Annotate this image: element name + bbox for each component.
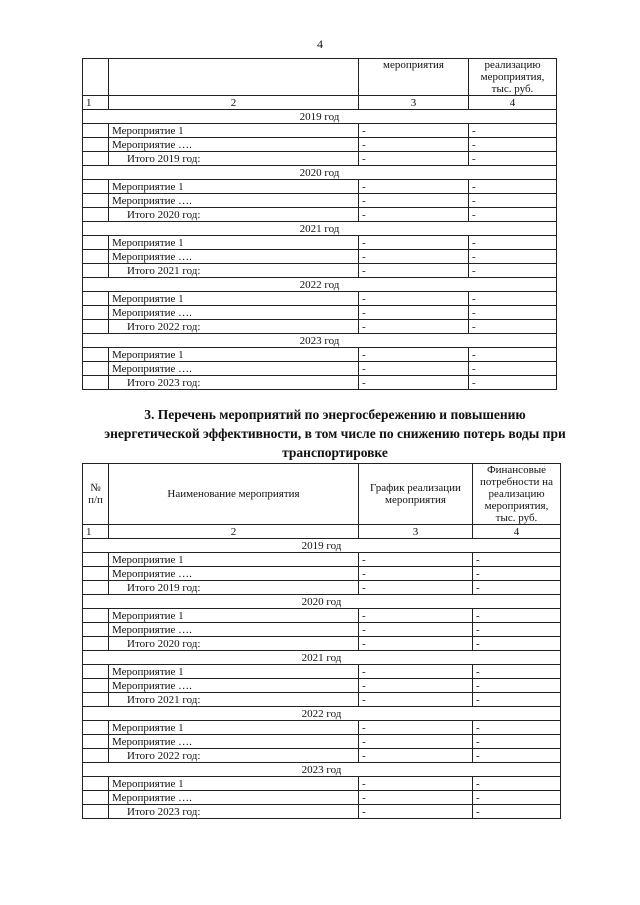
row-number-cell	[83, 623, 109, 637]
finance-cell: -	[469, 264, 557, 278]
finance-cell: -	[469, 292, 557, 306]
schedule-cell: -	[359, 609, 473, 623]
row-number-cell	[83, 735, 109, 749]
year-row	[83, 278, 557, 292]
row-number-cell	[83, 637, 109, 651]
schedule-cell: -	[359, 320, 469, 334]
finance-cell: -	[473, 791, 561, 805]
total-label: Итого 2021 год:	[109, 264, 359, 278]
measure-name: Мероприятие 1	[109, 292, 359, 306]
finance-cell: -	[473, 609, 561, 623]
total-row	[83, 805, 561, 819]
row-number-cell	[83, 553, 109, 567]
year-label: 2023 год	[83, 334, 557, 348]
column-number: 1	[83, 96, 109, 110]
measure-name: Мероприятие 1	[109, 777, 359, 791]
finance-cell: -	[469, 362, 557, 376]
schedule-cell: -	[359, 138, 469, 152]
year-row	[83, 334, 557, 348]
column-number: 4	[469, 96, 557, 110]
table-row	[83, 623, 561, 637]
schedule-cell: -	[359, 306, 469, 320]
row-number-cell	[83, 376, 109, 390]
table-row	[83, 553, 561, 567]
row-number-cell	[83, 749, 109, 763]
year-label: 2023 год	[83, 763, 561, 777]
year-row	[83, 763, 561, 777]
header-cell-4: реализацию мероприятия, тыс. руб.	[469, 59, 557, 96]
finance-cell: -	[469, 348, 557, 362]
header-finance: Финансовые потребности на реализацию мероприятия, тыс. руб.	[473, 464, 561, 525]
column-number-row	[83, 96, 557, 110]
schedule-cell: -	[359, 376, 469, 390]
total-row	[83, 376, 557, 390]
table-row	[83, 679, 561, 693]
schedule-cell: -	[359, 553, 473, 567]
finance-cell: -	[469, 250, 557, 264]
total-label: Итого 2021 год:	[109, 693, 359, 707]
schedule-cell: -	[359, 721, 473, 735]
column-number: 3	[359, 96, 469, 110]
row-number-cell	[83, 320, 109, 334]
schedule-cell: -	[359, 623, 473, 637]
schedule-cell: -	[359, 777, 473, 791]
row-number-cell	[83, 348, 109, 362]
table-row	[83, 348, 557, 362]
year-row	[83, 707, 561, 721]
table-row	[83, 791, 561, 805]
schedule-cell: -	[359, 581, 473, 595]
total-row	[83, 581, 561, 595]
year-label: 2021 год	[83, 651, 561, 665]
row-number-cell	[83, 180, 109, 194]
measure-name: Мероприятие ….	[109, 194, 359, 208]
schedule-cell: -	[359, 236, 469, 250]
row-number-cell	[83, 208, 109, 222]
row-number-cell	[83, 609, 109, 623]
row-number-cell	[83, 805, 109, 819]
schedule-cell: -	[359, 250, 469, 264]
finance-cell: -	[469, 138, 557, 152]
finance-cell: -	[473, 567, 561, 581]
row-number-cell	[83, 693, 109, 707]
finance-cell: -	[469, 376, 557, 390]
total-label: Итого 2020 год:	[109, 208, 359, 222]
total-row	[83, 749, 561, 763]
measure-name: Мероприятие 1	[109, 609, 359, 623]
total-row	[83, 152, 557, 166]
total-label: Итого 2023 год:	[109, 805, 359, 819]
schedule-cell: -	[359, 749, 473, 763]
column-number: 1	[83, 525, 109, 539]
measure-name: Мероприятие 1	[109, 180, 359, 194]
year-label: 2022 год	[83, 278, 557, 292]
total-label: Итого 2023 год:	[109, 376, 359, 390]
finance-cell: -	[469, 180, 557, 194]
row-number-cell	[83, 791, 109, 805]
finance-cell: -	[473, 553, 561, 567]
finance-cell: -	[473, 805, 561, 819]
column-number: 2	[109, 96, 359, 110]
row-number-cell	[83, 665, 109, 679]
total-label: Итого 2022 год:	[109, 320, 359, 334]
table-row	[83, 362, 557, 376]
measure-name: Мероприятие 1	[109, 553, 359, 567]
finance-cell: -	[473, 679, 561, 693]
table-row	[83, 124, 557, 138]
row-number-cell	[83, 306, 109, 320]
table-row	[83, 250, 557, 264]
column-number: 2	[109, 525, 359, 539]
schedule-cell: -	[359, 180, 469, 194]
total-label: Итого 2022 год:	[109, 749, 359, 763]
measure-name: Мероприятие ….	[109, 623, 359, 637]
measure-name: Мероприятие ….	[109, 679, 359, 693]
row-number-cell	[83, 124, 109, 138]
measure-name: Мероприятие 1	[109, 665, 359, 679]
schedule-cell: -	[359, 735, 473, 749]
table-header-row	[83, 464, 561, 525]
year-row	[83, 539, 561, 553]
finance-cell: -	[469, 124, 557, 138]
total-row	[83, 320, 557, 334]
total-label: Итого 2020 год:	[109, 637, 359, 651]
row-number-cell	[83, 679, 109, 693]
row-number-cell	[83, 236, 109, 250]
measure-name: Мероприятие ….	[109, 735, 359, 749]
header-number: № п/п	[83, 464, 109, 525]
schedule-cell: -	[359, 693, 473, 707]
schedule-cell: -	[359, 637, 473, 651]
schedule-cell: -	[359, 208, 469, 222]
measure-name: Мероприятие 1	[109, 124, 359, 138]
table-row	[83, 306, 557, 320]
year-label: 2022 год	[83, 707, 561, 721]
table-row	[83, 777, 561, 791]
finance-cell: -	[473, 665, 561, 679]
year-row	[83, 651, 561, 665]
measure-name: Мероприятие 1	[109, 236, 359, 250]
finance-cell: -	[469, 194, 557, 208]
page-number: 4	[317, 37, 323, 51]
finance-cell: -	[473, 581, 561, 595]
finance-cell: -	[469, 208, 557, 222]
year-label: 2019 год	[83, 539, 561, 553]
header-name: Наименование мероприятия	[109, 464, 359, 525]
schedule-cell: -	[359, 348, 469, 362]
finance-cell: -	[469, 236, 557, 250]
measure-name: Мероприятие ….	[109, 250, 359, 264]
measure-name: Мероприятие 1	[109, 721, 359, 735]
schedule-cell: -	[359, 152, 469, 166]
finance-cell: -	[473, 721, 561, 735]
schedule-cell: -	[359, 264, 469, 278]
total-row	[83, 264, 557, 278]
column-number-row	[83, 525, 561, 539]
total-label: Итого 2019 год:	[109, 581, 359, 595]
total-label: Итого 2019 год:	[109, 152, 359, 166]
year-label: 2020 год	[83, 166, 557, 180]
row-number-cell	[83, 567, 109, 581]
column-number: 4	[473, 525, 561, 539]
measure-name: Мероприятие 1	[109, 348, 359, 362]
finance-cell: -	[469, 306, 557, 320]
finance-cell: -	[469, 320, 557, 334]
table-row	[83, 609, 561, 623]
finance-cell: -	[473, 735, 561, 749]
schedule-cell: -	[359, 292, 469, 306]
schedule-cell: -	[359, 665, 473, 679]
row-number-cell	[83, 138, 109, 152]
row-number-cell	[83, 264, 109, 278]
table-row	[83, 292, 557, 306]
table-row	[83, 735, 561, 749]
finance-cell: -	[473, 623, 561, 637]
finance-cell: -	[473, 637, 561, 651]
year-label: 2020 год	[83, 595, 561, 609]
finance-cell: -	[473, 749, 561, 763]
schedule-cell: -	[359, 567, 473, 581]
year-label: 2021 год	[83, 222, 557, 236]
table-row	[83, 721, 561, 735]
table-row	[83, 138, 557, 152]
measure-name: Мероприятие ….	[109, 791, 359, 805]
row-number-cell	[83, 194, 109, 208]
finance-cell: -	[469, 152, 557, 166]
measures-table	[82, 463, 561, 819]
schedule-cell: -	[359, 194, 469, 208]
row-number-cell	[83, 250, 109, 264]
measure-name: Мероприятие ….	[109, 567, 359, 581]
header-cell-2	[109, 59, 359, 96]
table-row	[83, 236, 557, 250]
column-number: 3	[359, 525, 473, 539]
finance-cell: -	[473, 777, 561, 791]
measure-name: Мероприятие ….	[109, 306, 359, 320]
schedule-cell: -	[359, 679, 473, 693]
row-number-cell	[83, 362, 109, 376]
total-row	[83, 637, 561, 651]
schedule-cell: -	[359, 124, 469, 138]
total-row	[83, 208, 557, 222]
finance-cell: -	[473, 693, 561, 707]
table-header-row	[83, 59, 557, 96]
header-schedule: График реализации мероприятия	[359, 464, 473, 525]
year-label: 2019 год	[83, 110, 557, 124]
measure-name: Мероприятие ….	[109, 362, 359, 376]
table-row	[83, 665, 561, 679]
row-number-cell	[83, 777, 109, 791]
header-cell-3: мероприятия	[359, 59, 469, 96]
measure-name: Мероприятие ….	[109, 138, 359, 152]
header-cell-1	[83, 59, 109, 96]
year-row	[83, 110, 557, 124]
row-number-cell	[83, 152, 109, 166]
table-row	[83, 180, 557, 194]
row-number-cell	[83, 581, 109, 595]
total-row	[83, 693, 561, 707]
schedule-cell: -	[359, 805, 473, 819]
year-row	[83, 595, 561, 609]
section-3-title: 3. Перечень мероприятий по энергосбережению и повышению энергетической эффективности, в том числе по снижению потерь воды при транспортировке	[104, 407, 566, 460]
year-row	[83, 222, 557, 236]
schedule-cell: -	[359, 791, 473, 805]
table-row	[83, 194, 557, 208]
table-row	[83, 567, 561, 581]
schedule-cell: -	[359, 362, 469, 376]
row-number-cell	[83, 721, 109, 735]
row-number-cell	[83, 292, 109, 306]
measures-table-continued	[82, 58, 557, 390]
year-row	[83, 166, 557, 180]
